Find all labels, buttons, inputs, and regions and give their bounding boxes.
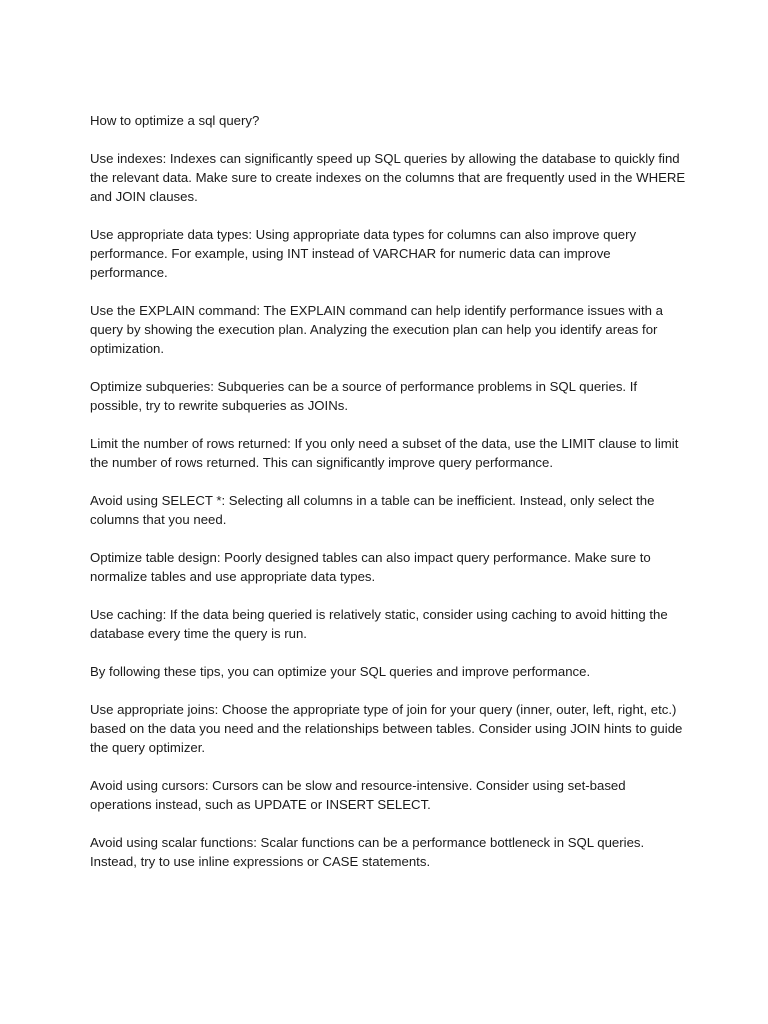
tip-avoid-select-star: Avoid using SELECT *: Selecting all columns in a table can be inefficient. Instead, only select the columns that you need. bbox=[90, 493, 655, 527]
document-body bbox=[90, 111, 690, 890]
tip-table-design: Optimize table design: Poorly designed tables can also impact query performance. Make sure to normalize tables and use appropriate data types. bbox=[90, 550, 651, 584]
tip-use-indexes: Use indexes: Indexes can significantly speed up SQL queries by allowing the database to quickly find the relevant data. Make sure to create indexes on the columns that are frequently used in the WHERE and JOIN clauses. bbox=[90, 151, 686, 204]
tip-limit-rows: Limit the number of rows returned: If you only need a subset of the data, use the LIMIT clause to limit the number of rows returned. This can significantly improve query performance. bbox=[90, 436, 679, 470]
summary-paragraph: By following these tips, you can optimize your SQL queries and improve performance. bbox=[90, 664, 591, 679]
tip-optimize-subqueries: Optimize subqueries: Subqueries can be a source of performance problems in SQL queries. If possible, try to rewrite subqueries as JOINs. bbox=[90, 379, 638, 413]
tip-explain-command: Use the EXPLAIN command: The EXPLAIN command can help identify performance issues with a query by showing the execution plan. Analyzing the execution plan can help you identify areas for optimization. bbox=[90, 303, 663, 356]
document-title: How to optimize a sql query? bbox=[90, 113, 260, 128]
tip-avoid-scalar-functions: Avoid using scalar functions: Scalar functions can be a performance bottleneck in SQL queries. Instead, try to use inline expressions or CASE statements. bbox=[90, 835, 645, 869]
tip-data-types: Use appropriate data types: Using appropriate data types for columns can also improve query performance. For example, using INT instead of VARCHAR for numeric data can improve performance. bbox=[90, 227, 637, 280]
tip-appropriate-joins: Use appropriate joins: Choose the appropriate type of join for your query (inner, outer, left, right, etc.) based on the data you need and the relationships between tables. Consider using JOIN hints to guide the query optimizer. bbox=[90, 702, 683, 755]
tip-avoid-cursors: Avoid using cursors: Cursors can be slow and resource-intensive. Consider using set-based operations instead, such as UPDATE or INSERT SELECT. bbox=[90, 778, 626, 812]
tip-use-caching: Use caching: If the data being queried is relatively static, consider using caching to avoid hitting the database every time the query is run. bbox=[90, 607, 668, 641]
